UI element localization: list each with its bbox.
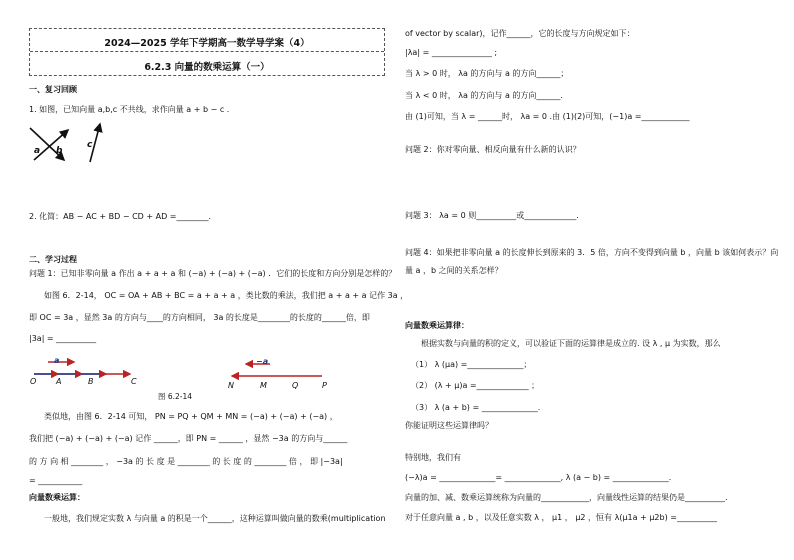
law-1: （1） λ (μa) =______________； (411, 360, 532, 369)
document-title: 2024—2025 学年下学期高一数学导学案（4） (104, 38, 310, 49)
question-2: 2. 化简：AB − AC + BD − CD + AD =________. (29, 212, 212, 221)
problem-2-line-2: 我们把 (−a) + (−a) + (−a) 记作 ______，即 PN = ______ ，显然 −3a 的方向与______ (29, 434, 348, 443)
special-heading: 特别地，我们有 (405, 453, 461, 462)
figure-1-label-c: c (87, 140, 93, 150)
figure-2-point-P: P (322, 381, 327, 390)
right-line-4: 当 λ < 0 时， λa 的方向与 a 的方向______. (405, 91, 563, 100)
question-r4-line-2: 量 a ，b 之间的关系怎样？ (405, 266, 503, 275)
linear-operations-line: 向量的加、减、数乘运算统称为向量的____________，向量线性运算的结果仍是__________. (405, 493, 728, 502)
question-r2: 问题 2：你对零向量、相反向量有什么新的认识？ (405, 145, 581, 154)
lesson-title: 6.2.3 向量的数乘运算（一） (144, 62, 270, 73)
review-heading: 一、复习回顾 (29, 85, 77, 94)
title-divider (30, 51, 384, 52)
figure-1-label-b: b (56, 146, 63, 156)
law-2: （2） (λ + μ)a =_____________ ； (411, 381, 540, 390)
figure-2-right-vector-label: −a (256, 357, 269, 366)
figure-2-point-Q: Q (292, 381, 299, 390)
figure-2-right-number-line (226, 358, 332, 384)
laws-proof-question: 你能证明这些运算律吗？ (405, 421, 493, 430)
figure-2-point-C: C (131, 377, 137, 386)
process-heading: 二、学习过程 (29, 255, 77, 264)
question-r4-line-1: 问题 4：如果把非零向量 a 的长度伸长到原来的 3．5 倍，方向不变得到向量 b ，向量 b 该如何表示？向 (405, 248, 779, 257)
scalar-multiplication-heading: 向量数乘运算： (29, 493, 85, 502)
figure-2-point-N: N (228, 381, 234, 390)
problem-1-line-3: 即 OC = 3a ，显然 3a 的方向与____的方向相同， 3a 的长度是________的长度的______倍，即 (29, 313, 370, 322)
figure-1-label-a: a (34, 146, 41, 156)
figure-2-point-M: M (260, 381, 267, 390)
question-1: 1. 如图，已知向量 a,b,c 不共线，求作向量 a + b − c . (29, 105, 230, 114)
figure-2-point-A: A (56, 377, 62, 386)
figure-1-vectors (28, 120, 108, 170)
right-line-3: 当 λ > 0 时， λa 的方向与 a 的方向______； (405, 69, 569, 78)
laws-heading: 向量数乘运算律： (405, 321, 469, 330)
right-line-1: of vector by scalar)，记作______，它的长度与方向规定如下： (405, 29, 635, 38)
right-line-2: |λa| = _______________ ; (405, 48, 498, 57)
scalar-multiplication-definition: 一般地，我们规定实数 λ 与向量 a 的积是一个______，这种运算叫做向量的数乘(multiplication (44, 514, 386, 523)
problem-1-line-1: 问题 1：已知非零向量 a 作出 a + a + a 和 (−a) + (−a) + (−a) ．它们的长度和方向分别是怎样的？ (29, 269, 397, 278)
problem-1-line-4: |3a| = __________ (29, 334, 97, 343)
question-r3: 问题 3： λa = 0 则__________或_____________. (405, 211, 579, 220)
law-3: （3） λ (a + b) = ______________. (411, 403, 541, 412)
figure-2-point-B: B (88, 377, 94, 386)
laws-intro: 根据实数与向量的积的定义，可以验证下面的运算律是成立的. 设 λ , μ 为实数，那么 (421, 339, 721, 348)
final-line: 对于任意向量 a , b ，以及任意实数 λ ， μ1 ， μ2 ，恒有 λ(μ1a + μ2b) =__________ (405, 513, 717, 522)
figure-2-left-vector-label: a (54, 356, 60, 365)
right-line-5: 由 (1)可知，当 λ = ______时， λa = 0 .由 (1)(2)可知，(−1)a =____________ (405, 112, 690, 121)
problem-2-line-1: 类似地，由图 6．2-14 可知， PN = PQ + QM + MN = (−a) + (−a) + (−a) ， (44, 412, 338, 421)
special-line: (−λ)a = ______________= ______________, λ (a − b) = ______________. (405, 473, 672, 482)
figure-2-caption: 图 6.2-14 (158, 392, 193, 401)
problem-1-line-2: 如图 6．2-14， OC = OA + AB + BC = a + a + a ，类比数的乘法，我们把 a + a + a 记作 3a ， (44, 291, 409, 300)
problem-2-line-4: = ___________ (29, 476, 83, 485)
figure-2-point-O: O (30, 377, 37, 386)
title-box (29, 28, 385, 76)
figure-2-left-number-line (30, 352, 140, 384)
problem-2-line-3: 的 方 向 相 ________ ， −3a 的 长 度 是 ________ 的 长 度 的 ________ 倍 ， 即 |−3a| (29, 457, 343, 466)
